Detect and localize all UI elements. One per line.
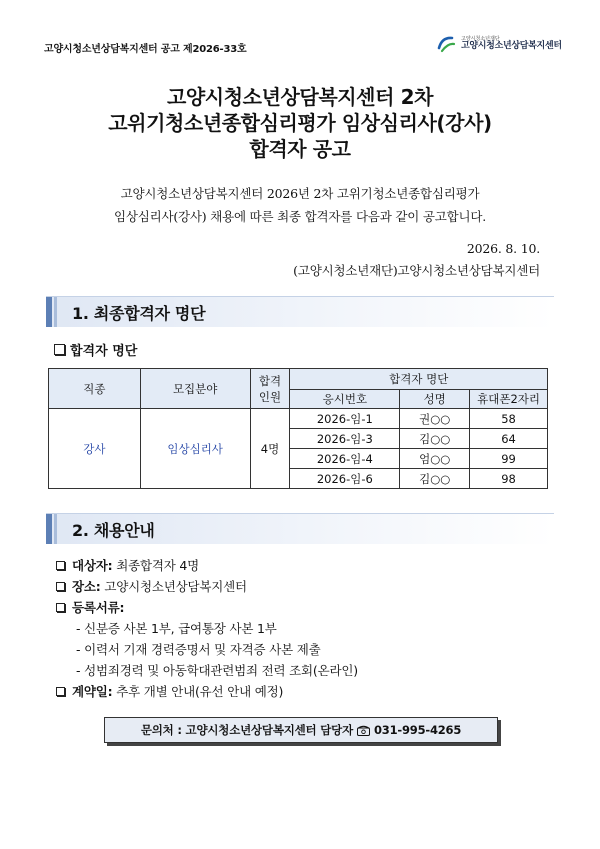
cell-count: 4명	[250, 409, 290, 489]
recruitment-info-list	[56, 555, 358, 702]
section-bar	[46, 514, 52, 544]
item-text: 추후 개별 안내(유선 안내 예정)	[112, 684, 284, 699]
table-row	[49, 409, 548, 429]
item-label: 등록서류:	[72, 600, 125, 615]
cell-phone: 58	[470, 409, 548, 429]
document-number: 고양시청소년상담복지센터 공고 제2026-33호	[44, 44, 247, 55]
contact-box	[104, 717, 498, 743]
document-item: - 신분증 사본 1부, 급여통장 사본 1부	[76, 621, 277, 636]
intro-line: 임상심리사(강사) 채용에 따른 최종 합격자를 다음과 같이 공고합니다.	[113, 209, 487, 224]
list-item	[56, 597, 358, 618]
header-group: 합격자 명단	[290, 369, 548, 390]
cell-job: 강사	[49, 409, 141, 489]
organization-logo	[436, 34, 562, 54]
document-item: - 성범죄경력 및 아동학대관련범죄 전력 조회(온라인)	[76, 663, 358, 678]
section-bar-accent	[54, 297, 57, 327]
bullet-square-icon	[56, 687, 65, 696]
cell-phone: 98	[470, 469, 548, 489]
item-label: 계약일:	[72, 684, 113, 699]
item-text: 고양시청소년상담복지센터	[100, 579, 247, 594]
logo-mark-icon	[436, 34, 456, 54]
issue-block	[293, 238, 540, 282]
item-label: 장소:	[72, 579, 101, 594]
list-item	[56, 576, 358, 597]
list-item	[56, 681, 358, 702]
header-count	[250, 369, 290, 409]
cell-name: 권○○	[400, 409, 470, 429]
header-phone: 휴대폰2자리	[470, 390, 548, 409]
cell-exam-number: 2026-임-3	[290, 429, 400, 449]
logo-foundation-name: 고양시청소년재단	[461, 35, 500, 42]
header-exam-number: 응시번호	[290, 390, 400, 409]
document-item: - 이력서 기재 경력증명서 및 자격증 사본 제출	[76, 642, 321, 657]
contact-phone: 031-995-4265	[374, 723, 462, 737]
bullet-square-icon	[56, 603, 65, 612]
cell-exam-number: 2026-임-6	[290, 469, 400, 489]
section-bar	[46, 297, 52, 327]
telephone-icon	[357, 725, 370, 736]
issuer-name: (고양시청소년재단)고양시청소년상담복지센터	[293, 263, 540, 278]
intro-line: 고양시청소년상담복지센터 2026년 2차 고위기청소년종합심리평가	[120, 186, 480, 201]
page-title	[0, 84, 600, 162]
header-job: 직종	[49, 369, 141, 409]
bullet-square-icon	[56, 582, 65, 591]
section-header-1	[46, 296, 554, 327]
list-item	[56, 555, 358, 576]
section-title: 1. 최종합격자 명단	[72, 304, 206, 323]
intro-paragraph	[0, 182, 600, 228]
cell-exam-number: 2026-임-1	[290, 409, 400, 429]
cell-field: 임상심리사	[140, 409, 250, 489]
cell-name: 엄○○	[400, 449, 470, 469]
checkbox-square-icon	[54, 344, 65, 355]
header-count-line: 합격	[258, 373, 282, 388]
title-line: 합격자 공고	[249, 137, 351, 161]
section-bar-accent	[54, 514, 57, 544]
cell-name: 김○○	[400, 429, 470, 449]
title-line: 고양시청소년상담복지센터 2차	[166, 85, 434, 109]
logo-center-name: 고양시청소년상담복지센터	[461, 40, 562, 51]
header-field: 모집분야	[140, 369, 250, 409]
item-label: 대상자:	[72, 558, 113, 573]
sub-heading-label: 합격자 명단	[70, 344, 138, 359]
cell-phone: 99	[470, 449, 548, 469]
title-line: 고위기청소년종합심리평가 임상심리사(강사)	[108, 111, 492, 135]
results-table	[48, 368, 548, 489]
section-header-2	[46, 513, 554, 544]
cell-name: 김○○	[400, 469, 470, 489]
cell-phone: 64	[470, 429, 548, 449]
cell-exam-number: 2026-임-4	[290, 449, 400, 469]
issue-date: 2026. 8. 10.	[466, 241, 540, 256]
sub-heading	[54, 340, 137, 359]
contact-text: 문의처 : 고양시청소년상담복지센터 담당자	[140, 723, 353, 737]
header-name: 성명	[400, 390, 470, 409]
item-text: 최종합격자 4명	[112, 558, 199, 573]
header-count-line: 인원	[258, 389, 282, 404]
bullet-square-icon	[56, 561, 65, 570]
section-title: 2. 채용안내	[72, 521, 155, 540]
